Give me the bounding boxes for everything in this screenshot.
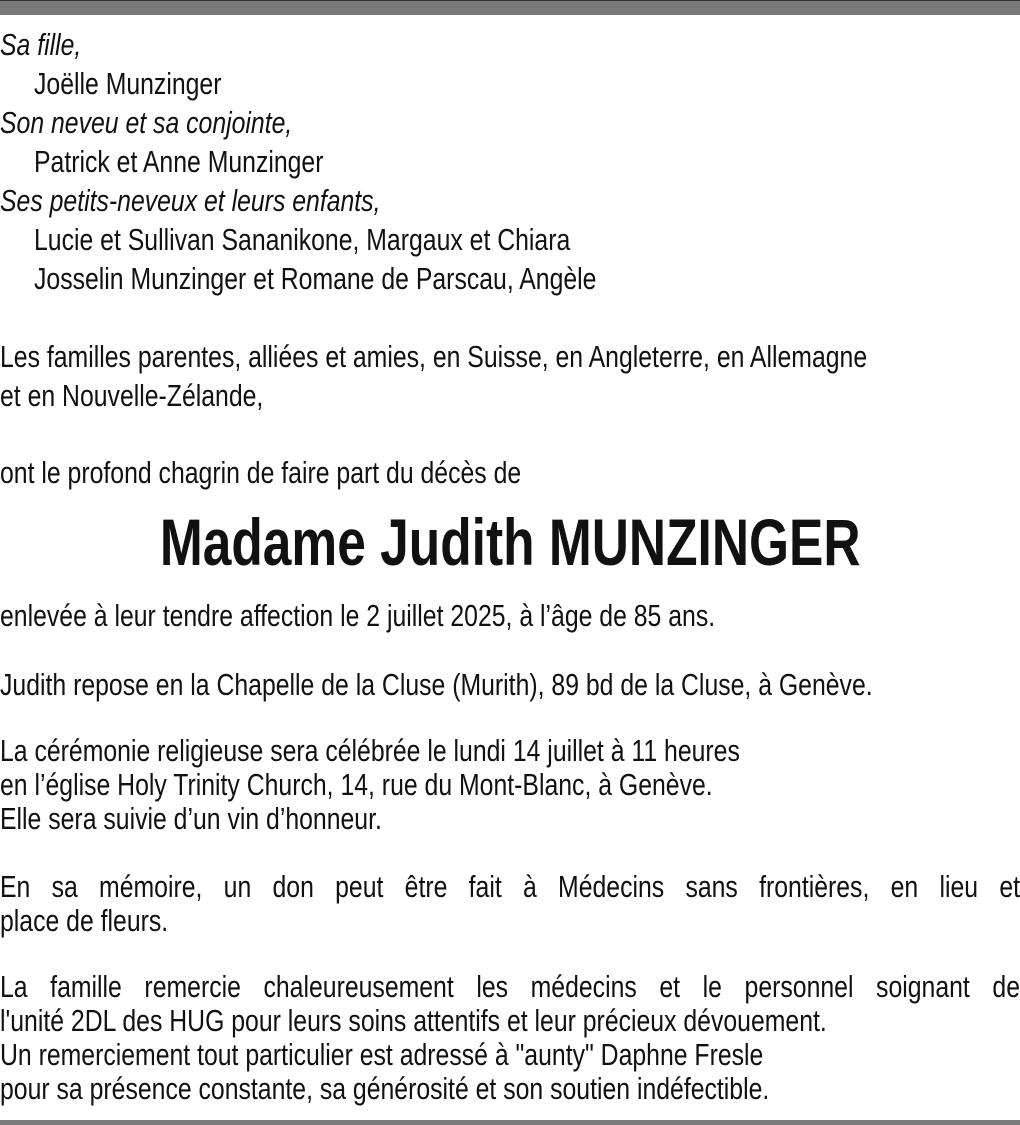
relation-label: Ses petits-neveux et leurs enfants, — [0, 183, 381, 218]
relation-label: Sa fille, — [0, 27, 82, 62]
deceased-name-heading — [0, 504, 1020, 580]
deceased-name: Madame Judith MUNZINGER — [159, 505, 861, 579]
thanks-line: La famille remercie chaleureusement les médecins et le personnel soignant de — [0, 969, 1020, 1004]
family-member: Patrick et Anne Munzinger — [34, 144, 324, 179]
death-info-text: enlevée à leur tendre affection le 2 juillet 2025, à l’âge de 85 ans. — [0, 598, 716, 633]
family-member: Josselin Munzinger et Romane de Parscau, Angèle — [34, 261, 597, 296]
thanks-line: Un remerciement tout particulier est adressé à "aunty" Daphne Fresle — [0, 1037, 764, 1072]
thanks-line: l'unité 2DL des HUG pour leurs soins attentifs et leur précieux dévouement. — [0, 1003, 827, 1038]
family-member: Joëlle Munzinger — [34, 66, 222, 101]
donation-line: En sa mémoire, un don peut être fait à Médecins sans frontières, en lieu et — [0, 869, 1020, 904]
ceremony-line: en l’église Holy Trinity Church, 14, rue du Mont-Blanc, à Genève. — [0, 767, 713, 802]
donation-line: place de fleurs. — [0, 903, 169, 938]
relation-label: Son neveu et sa conjointe, — [0, 105, 293, 140]
families-text-line2: et en Nouvelle-Zélande, — [0, 378, 264, 413]
announcement-text: ont le profond chagrin de faire part du décès de — [0, 455, 522, 490]
family-member: Lucie et Sullivan Sananikone, Margaux et Chiara — [34, 222, 571, 257]
bottom-divider-bar — [0, 1120, 1020, 1125]
families-text-line1: Les familles parentes, alliées et amies, en Suisse, en Angleterre, en Allemagne — [0, 339, 868, 374]
thanks-line: pour sa présence constante, sa générosité et son soutien indéfectible. — [0, 1071, 770, 1106]
repose-text: Judith repose en la Chapelle de la Cluse (Murith), 89 bd de la Cluse, à Genève. — [0, 667, 873, 702]
ceremony-line: Elle sera suivie d’un vin d’honneur. — [0, 801, 382, 836]
ceremony-line: La cérémonie religieuse sera célébrée le lundi 14 juillet à 11 heures — [0, 733, 740, 768]
top-divider-bar — [0, 0, 1020, 15]
